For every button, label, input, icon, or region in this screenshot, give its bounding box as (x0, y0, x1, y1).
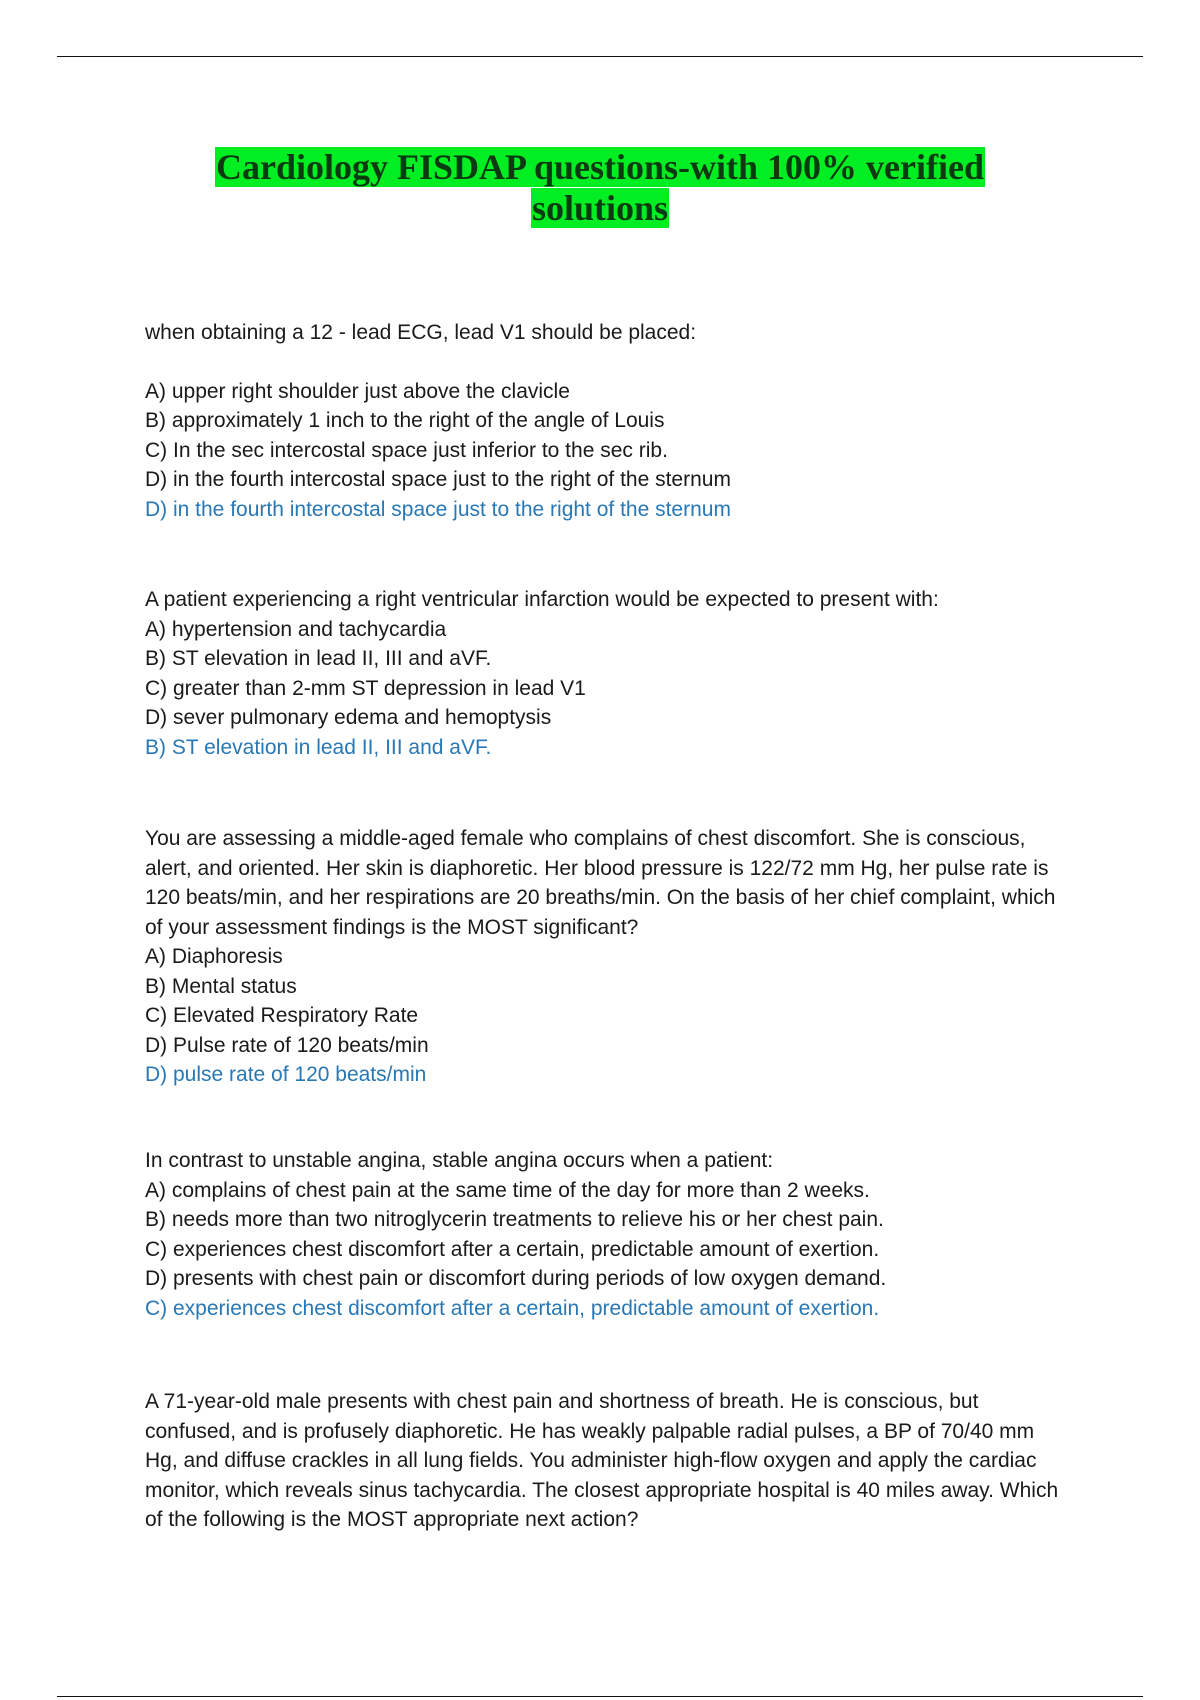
title-line-1: Cardiology FISDAP questions-with 100% verified (215, 147, 985, 187)
option-d: D) sever pulmonary edema and hemoptysis (145, 706, 552, 729)
document-title (0, 147, 1200, 229)
option-d: D) in the fourth intercostal space just to the right of the sternum (145, 468, 731, 491)
option-a: A) complains of chest pain at the same time of the day for more than 2 weeks. (145, 1178, 870, 1202)
option-b: B) needs more than two nitroglycerin treatments to relieve his or her chest pain. (145, 1208, 884, 1231)
option-c: C) experiences chest discomfort after a certain, predictable amount of exertion. (145, 1237, 880, 1261)
option-list (145, 1176, 886, 1294)
option-c: C) greater than 2-mm ST depression in lead V1 (145, 676, 586, 700)
question-2 (145, 585, 939, 762)
bottom-rule (57, 1696, 1143, 1697)
option-b: B) approximately 1 inch to the right of the angle of Louis (145, 409, 665, 432)
question-4 (145, 1146, 886, 1323)
option-list (145, 942, 1065, 1060)
option-a: A) Diaphoresis (145, 945, 283, 968)
answer-text: D) in the fourth intercostal space just to the right of the sternum (145, 497, 731, 521)
question-stem: A patient experiencing a right ventricular infarction would be expected to present with: (145, 588, 939, 611)
option-list (145, 615, 939, 733)
option-a: A) upper right shoulder just above the clavicle (145, 379, 570, 403)
question-3 (145, 824, 1065, 1090)
answer-text: B) ST elevation in lead II, III and aVF. (145, 735, 492, 759)
question-stem: You are assessing a middle-aged female who complains of chest discomfort. She is conscious, alert, and oriented. Her skin is diaphoretic. Her blood pressure is 122/72 mm Hg, her pulse rate is 120 beats/min, and her respirations are 20 breaths/min. On the basis of her chief complaint, which of your assessment findings is the MOST significant? (145, 827, 1056, 939)
option-b: B) Mental status (145, 974, 297, 998)
answer-text: D) pulse rate of 120 beats/min (145, 1063, 427, 1086)
answer-text: C) experiences chest discomfort after a certain, predictable amount of exertion. (145, 1296, 880, 1320)
option-d: D) Pulse rate of 120 beats/min (145, 1033, 429, 1057)
option-c: C) Elevated Respiratory Rate (145, 1004, 419, 1027)
question-stem: In contrast to unstable angina, stable angina occurs when a patient: (145, 1149, 774, 1172)
option-d: D) presents with chest pain or discomfort during periods of low oxygen demand. (145, 1267, 887, 1290)
question-5 (145, 1387, 1065, 1535)
question-1 (145, 318, 731, 524)
title-line-2: solutions (531, 188, 669, 228)
option-a: A) hypertension and tachycardia (145, 617, 447, 641)
top-rule (57, 56, 1143, 57)
option-c: C) In the sec intercostal space just inferior to the sec rib. (145, 438, 668, 462)
option-b: B) ST elevation in lead II, III and aVF. (145, 647, 492, 670)
question-stem: A 71-year-old male presents with chest pain and shortness of breath. He is conscious, but confused, and is profusely diaphoretic. He has weakly palpable radial pulses, a BP of 70/40 mm Hg, and diffuse crackles in all lung fields. You administer high-flow oxygen and apply the cardiac monitor, which reveals sinus tachycardia. The closest appropriate hospital is 40 miles away. Which of the following is the MOST appropriate next action? (145, 1390, 1059, 1531)
question-stem: when obtaining a 12 - lead ECG, lead V1 should be placed: (145, 321, 697, 344)
option-list (145, 377, 731, 495)
